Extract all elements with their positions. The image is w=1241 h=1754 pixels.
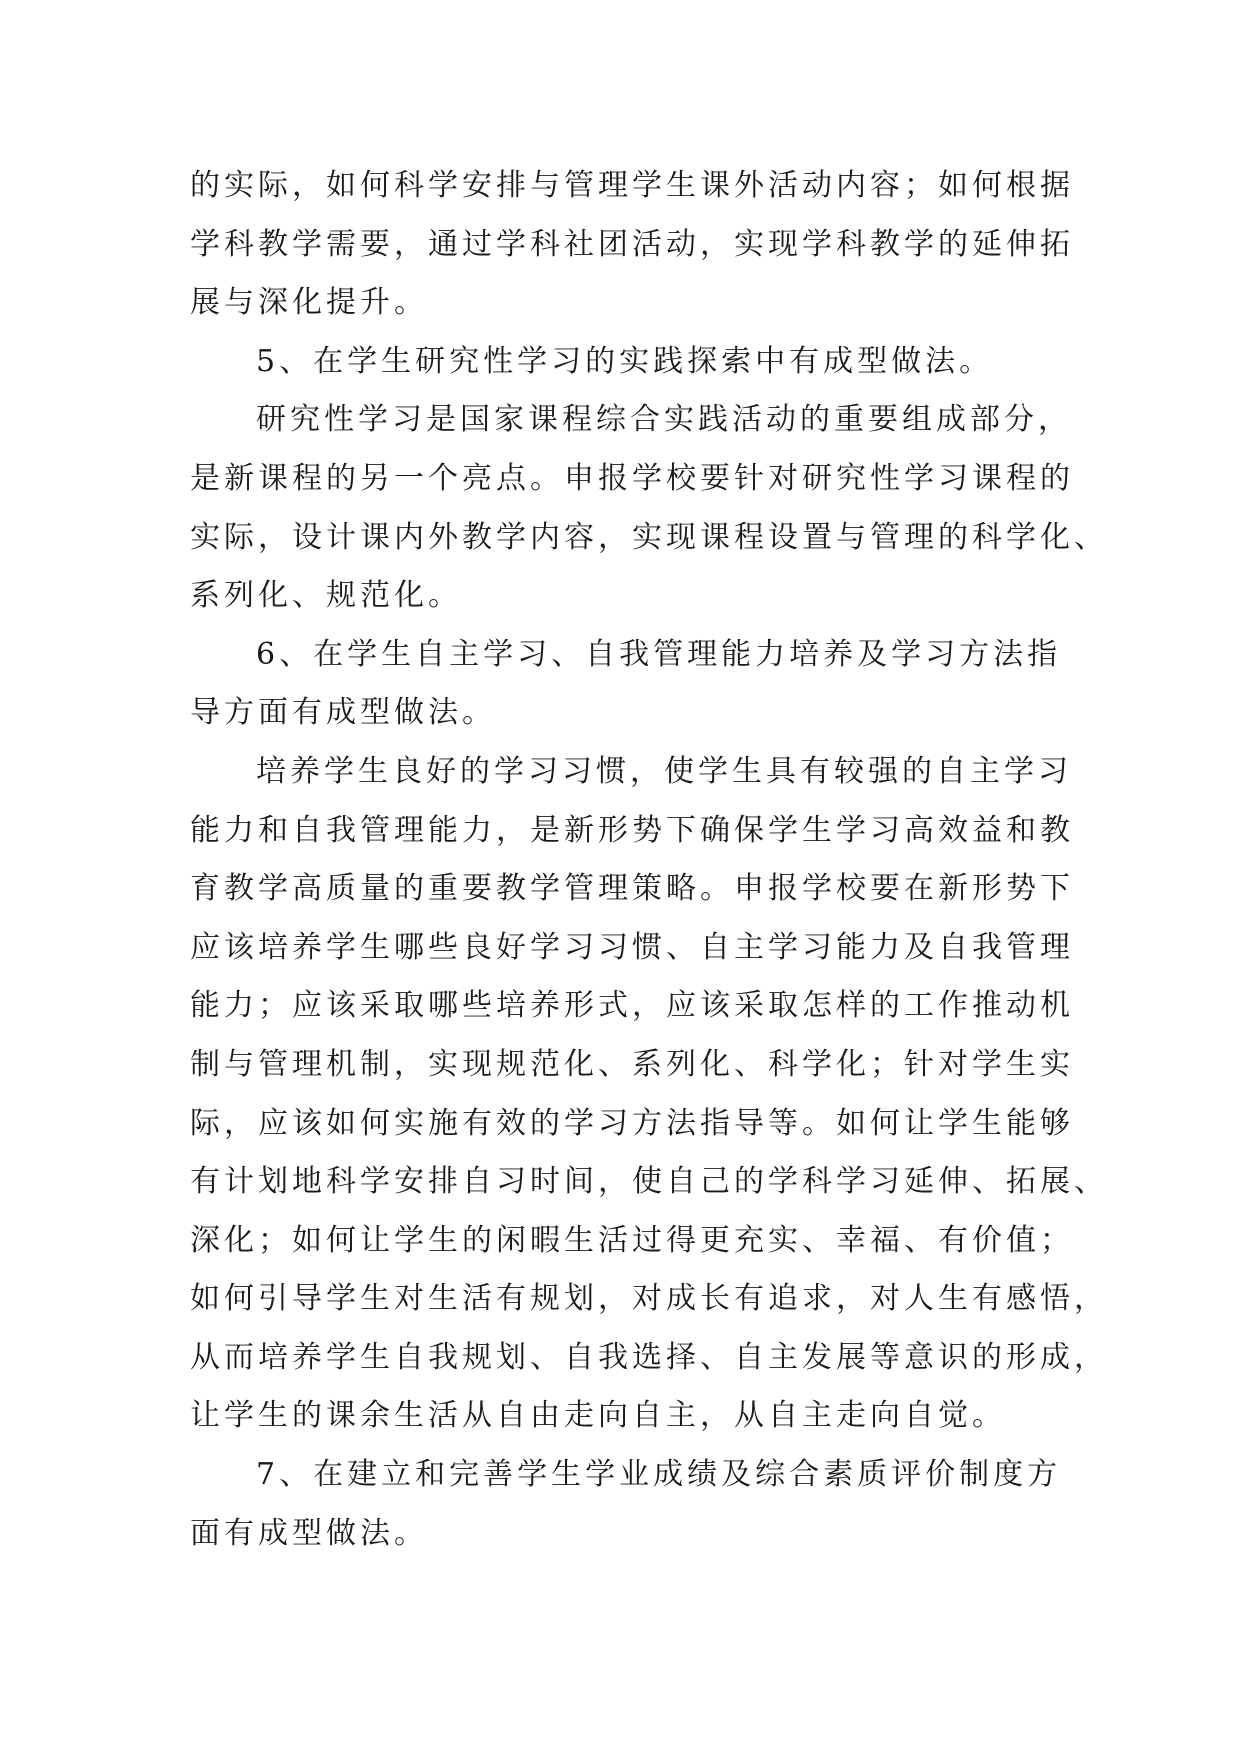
text-line: 系列化、规范化。 [190,578,462,614]
text-line: 6、在学生自主学习、自我管理能力培养及学习方法指 [256,636,1062,672]
text-line: 育教学高质量的重要教学管理策略。申报学校要在新形势下 [190,871,1074,907]
text-line: 让学生的课余生活从自由走向自主，从自主走向自觉。 [190,1398,1006,1434]
text-line: 深化；如何让学生的闲暇生活过得更充实、幸福、有价值； [190,1222,1074,1258]
text-line: 从而培养学生自我规划、自我选择、自主发展等意识的形成， [190,1339,1108,1375]
text-line: 实际，设计课内外教学内容，实现课程设置与管理的科学化、 [190,519,1108,555]
text-line: 展与深化提升。 [190,285,428,321]
paragraph-research-learning [190,391,1108,625]
paragraph-self-learning [190,743,1108,1446]
text-line: 7、在建立和完善学生学业成绩及综合素质评价制度方 [256,1457,1062,1493]
text-line: 制与管理机制，实现规范化、系列化、科学化；针对学生实 [190,1046,1074,1082]
text-line: 培养学生良好的学习习惯，使学生具有较强的自主学习 [256,753,1072,789]
text-line: 的实际，如何科学安排与管理学生课外活动内容；如何根据 [190,168,1074,203]
text-line: 导方面有成型做法。 [190,695,496,731]
text-line: 5、在学生研究性学习的实践探索中有成型做法。 [256,343,994,379]
text-line: 面有成型做法。 [190,1515,428,1551]
heading-item-6 [190,626,1062,743]
document-body [190,157,1108,1563]
text-line: 应该培养学生哪些良好学习习惯、自主学习能力及自我管理 [190,929,1074,965]
text-line: 学科教学需要，通过学科社团活动，实现学科教学的延伸拓 [190,226,1074,262]
text-line: 际，应该如何实施有效的学习方法指导等。如何让学生能够 [190,1105,1074,1141]
text-line: 能力；应该采取哪些培养形式，应该采取怎样的工作推动机 [190,988,1074,1024]
text-line: 有计划地科学安排自习时间，使自己的学科学习延伸、拓展、 [190,1164,1108,1200]
paragraph-1 [190,157,1074,333]
text-line: 是新课程的另一个亮点。申报学校要针对研究性学习课程的 [190,460,1074,496]
text-line: 能力和自我管理能力，是新形势下确保学生学习高效益和教 [190,812,1074,848]
heading-item-7 [190,1446,1062,1563]
heading-item-5 [190,333,1050,392]
text-line: 如何引导学生对生活有规划，对成长有追求，对人生有感悟， [190,1281,1108,1317]
text-line: 研究性学习是国家课程综合实践活动的重要组成部分， [256,402,1072,438]
